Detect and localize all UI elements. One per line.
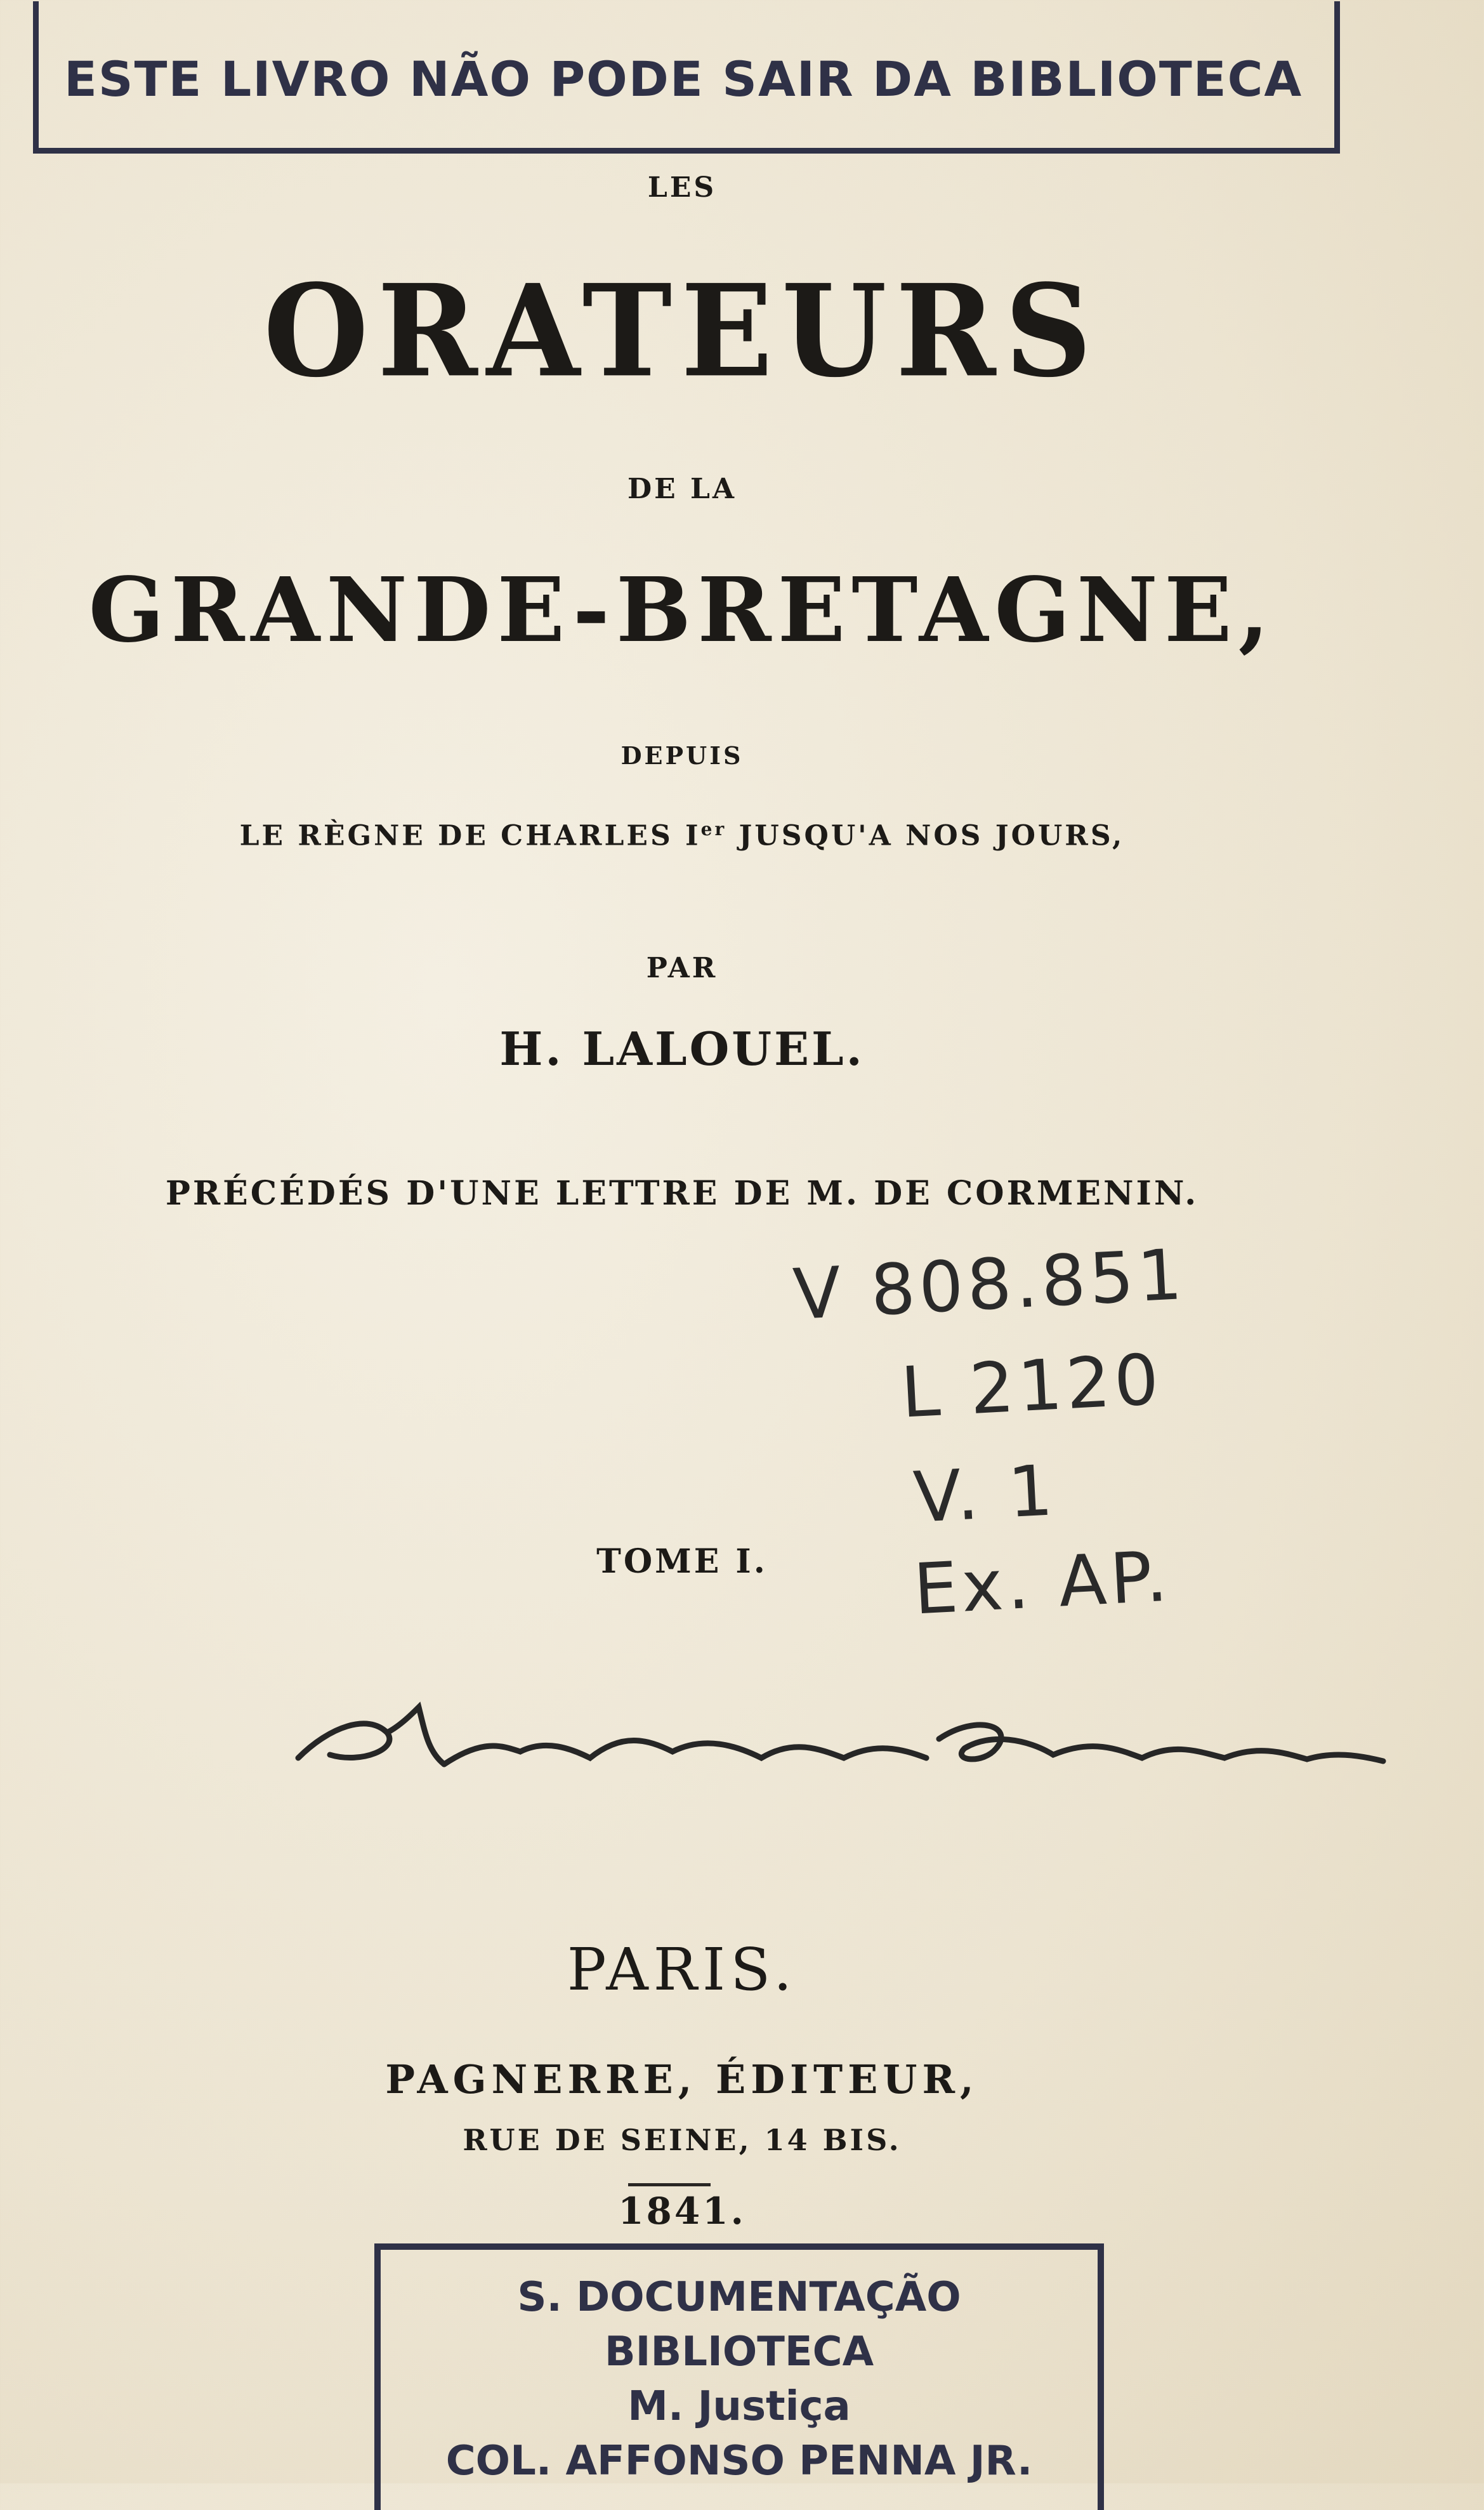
- imprint-city: PARIS.: [567, 1936, 798, 2004]
- imprint-address: RUE DE SEINE, 14 BIS.: [463, 2123, 902, 2157]
- subtitle-depuis: DEPUIS: [621, 741, 744, 770]
- preface-note: PRÉCÉDÉS D'UNE LETTRE DE M. DE CORMENIN.: [165, 1174, 1199, 1213]
- library-restriction-stamp: [33, 1, 1340, 154]
- imprint-publisher: PAGNERRE, ÉDITEUR,: [385, 2056, 979, 2103]
- handwritten-signature: [292, 1688, 1408, 1790]
- imprint-rule: [628, 2183, 711, 2186]
- collection-stamp-line-1: S. DOCUMENTAÇÃO: [517, 2274, 961, 2321]
- reign-text-end: JUSQU'A NOS JOURS,: [726, 819, 1125, 852]
- library-collection-stamp: [374, 2243, 1104, 2510]
- call-number-line-2: L 2120: [898, 1338, 1165, 1434]
- reign-superscript: er: [700, 819, 727, 840]
- call-number-line-4: Ex. AP.: [911, 1535, 1174, 1630]
- title-connector: DE LA: [627, 473, 737, 505]
- collection-stamp-line-4: COL. AFFONSO PENNA JR.: [445, 2438, 1033, 2485]
- title-article: LES: [647, 171, 717, 204]
- imprint-year: 1841.: [618, 2190, 746, 2233]
- collection-stamp-line-2: BIBLIOTECA: [604, 2328, 874, 2375]
- signature-stroke: [298, 1707, 1383, 1764]
- author-name: H. LALOUEL.: [499, 1022, 865, 1076]
- volume-number: TOME I.: [596, 1542, 768, 1581]
- call-number-line-3: V. 1: [911, 1450, 1059, 1538]
- call-number-line-1: V 808.851: [791, 1233, 1188, 1336]
- title-country: GRANDE-BRETAGNE,: [88, 558, 1276, 663]
- subtitle-reign: [0, 819, 1364, 852]
- collection-stamp-line-3: M. Justiça: [627, 2383, 851, 2430]
- restriction-stamp-text: ESTE LIVRO NÃO PODE SAIR DA BIBLIOTECA: [64, 51, 1303, 107]
- title-main: ORATEURS: [263, 256, 1101, 406]
- reign-text-start: LE RÈGNE DE CHARLES I: [239, 819, 701, 852]
- byline-par: PAR: [646, 952, 718, 984]
